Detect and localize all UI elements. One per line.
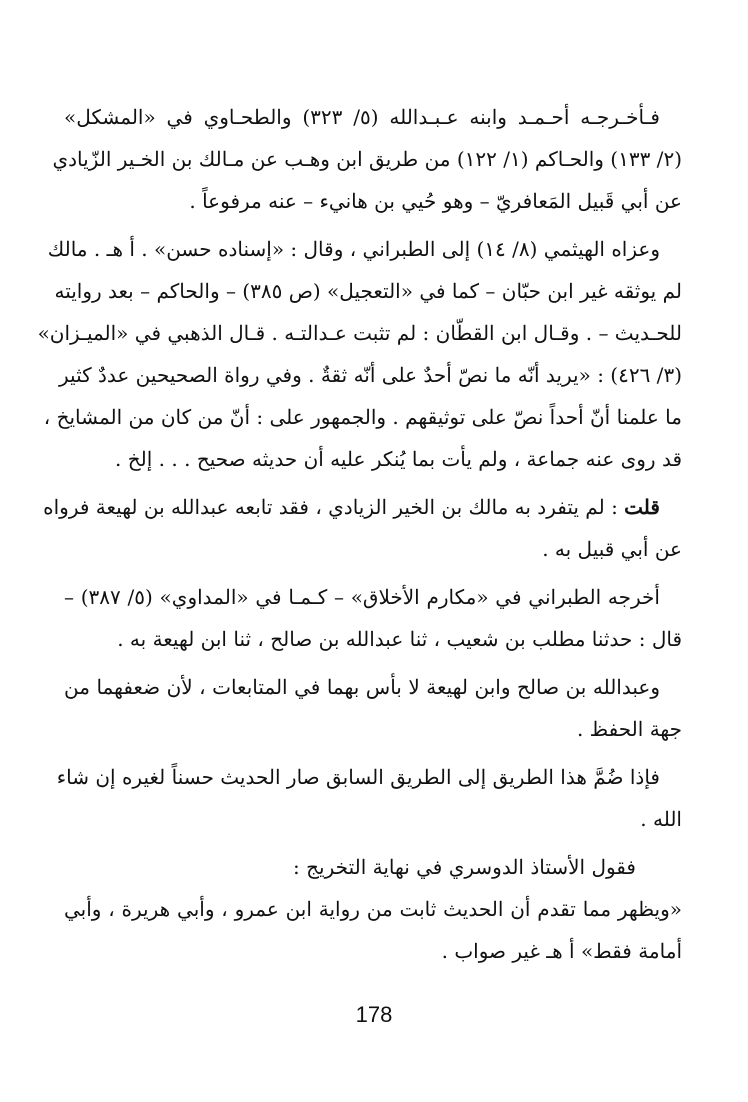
text-line: قد روى عنه جماعة ، ولم يأت بما يُنكر عليه أن حديثه صحيح . . . إلخ . [115,447,682,471]
page-body [37,96,682,972]
text-line: فـأخـرجـه أحـمـد وابنه عـبـدالله (٥/ ٣٢٣) والطحـاوي في «المشكل» [64,105,660,129]
text-line: وعزاه الهيثمي (٨/ ١٤) إلى الطبراني ، وقال : «إسناده حسن» . أ هـ . مالك [47,237,660,261]
text-line: جهة الحفظ . [576,717,682,741]
text-line: ما علمنا أنّ أحداً نصّ على توثيقهم . والجمهور على : أنّ من كان من المشايخ ، [43,405,682,429]
text-line: عن أبي قَبيل المَعافريّ – وهو حُيي بن هانيء – عنه مرفوعاً . [189,189,682,213]
text-line: أخرجه الطبراني في «مكارم الأخلاق» – كـمـا في «المداوي» (٥/ ٣٨٧) – [64,585,660,609]
text-line: فقول الأستاذ الدوسري في نهاية التخريج : [293,855,636,879]
text-line [43,486,682,528]
qult-label: قلت [624,495,660,519]
page-number: 178 [355,1002,393,1027]
text-line: قال : حدثنا مطلب بن شعيب ، ثنا عبدالله بن صالح ، ثنا ابن لهيعة به . [117,627,682,651]
text-line: (٣/ ٤٢٦) : «يريد أنّه ما نصّ أحدٌ على أنّه ثقةٌ . وفي رواة الصحيحين عددٌ كثير [59,363,682,387]
text-line: (٢/ ١٣٣) والحـاكم (١/ ١٢٢) من طريق ابن وهـب عن مـالك بن الخـير الزّيادي [52,147,682,171]
text-line: للحـديث – . وقـال ابن القطّان : لم تثبت عـدالتـه . قـال الذهبي في «الميـزان» [37,321,682,345]
text-line: لم يوثقه غير ابن حبّان – كما في «التعجيل» (ص ٣٨٥) – والحاكم – بعد روايته [54,279,682,303]
text-line: أمامة فقط» أ هـ غير صواب . [441,939,682,963]
text-line: «ويظهر مما تقدم أن الحديث ثابت من رواية ابن عمرو ، وأبي هريرة ، وأبي [64,897,682,921]
text-line: وعبدالله بن صالح وابن لهيعة لا بأس بهما في المتابعات ، لأن ضعفهما من [64,675,660,699]
text-line: عن أبي قبيل به . [542,537,682,561]
text-line: فإذا ضُمَّ هذا الطريق إلى الطريق السابق صار الحديث حسناً لغيره إن شاء [56,765,660,789]
text-line: الله . [640,807,682,831]
qult-text: : لم يتفرد به مالك بن الخير الزيادي ، فقد تابعه عبدالله بن لهيعة فرواه [43,495,618,519]
